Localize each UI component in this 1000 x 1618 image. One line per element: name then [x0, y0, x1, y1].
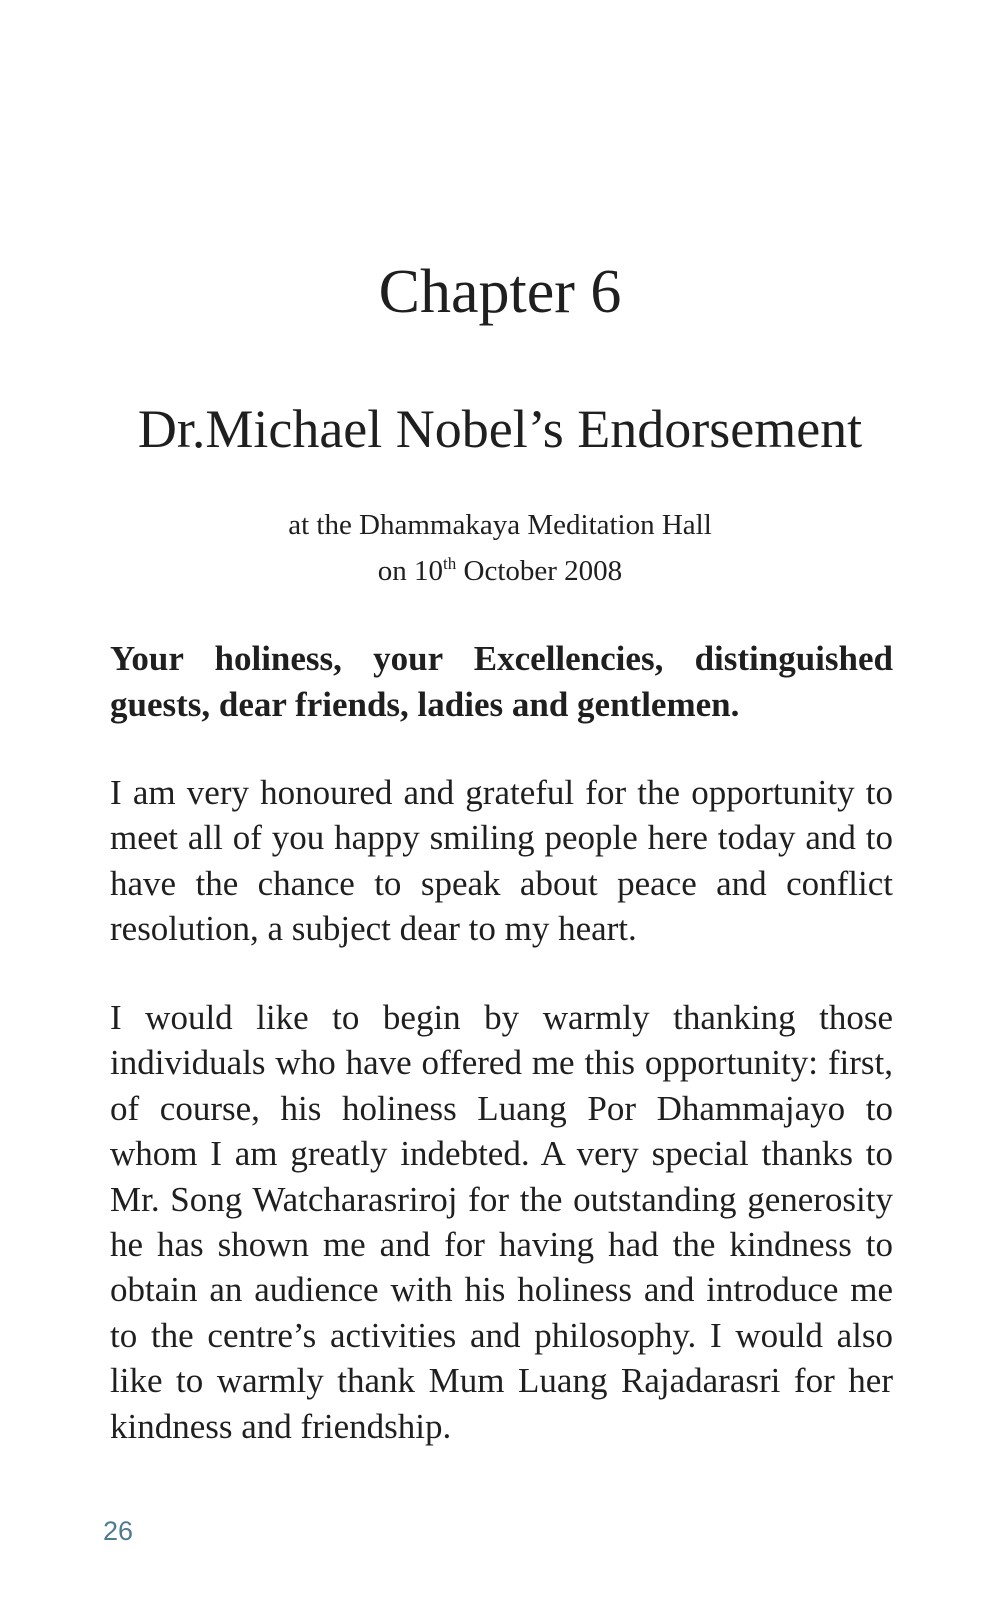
body-paragraph-1: I am very honoured and grateful for the opportunity to meet all of you happy smiling people here today and to have the chance to speak about peace and conflict resolution, a subject dear to my heart. — [110, 773, 893, 949]
date-ordinal: th — [443, 554, 457, 573]
subtitle-date — [0, 548, 1000, 594]
subtitle-location: at the Dhammakaya Meditation Hall — [288, 509, 712, 541]
date-prefix: on 10 — [377, 555, 444, 587]
date-suffix: October 2008 — [456, 555, 623, 587]
salutation-paragraph: Your holiness, your Excellencies, distinguished guests, dear friends, ladies and gentlemen. — [110, 639, 893, 724]
section-title: Dr.Michael Nobel’s Endorsement — [137, 399, 863, 459]
section-subtitle — [0, 502, 1000, 594]
body-paragraph-2: I would like to begin by warmly thanking those individuals who have offered me this opportunity: first, of course, his holiness Luang Por Dhammajayo to whom I am greatly indebted. A very special thanks to Mr. Song Watcharasriroj for the outstanding generosity he has shown me and for having had the kindness to obtain an audience with his holiness and introduce me to the centre’s activities and philosophy. I would also like to warmly thank Mum Luang Rajadarasri for her kindness and friendship. — [110, 998, 893, 1446]
page-number: 26 — [103, 1516, 134, 1546]
chapter-title: Chapter 6 — [378, 258, 622, 326]
